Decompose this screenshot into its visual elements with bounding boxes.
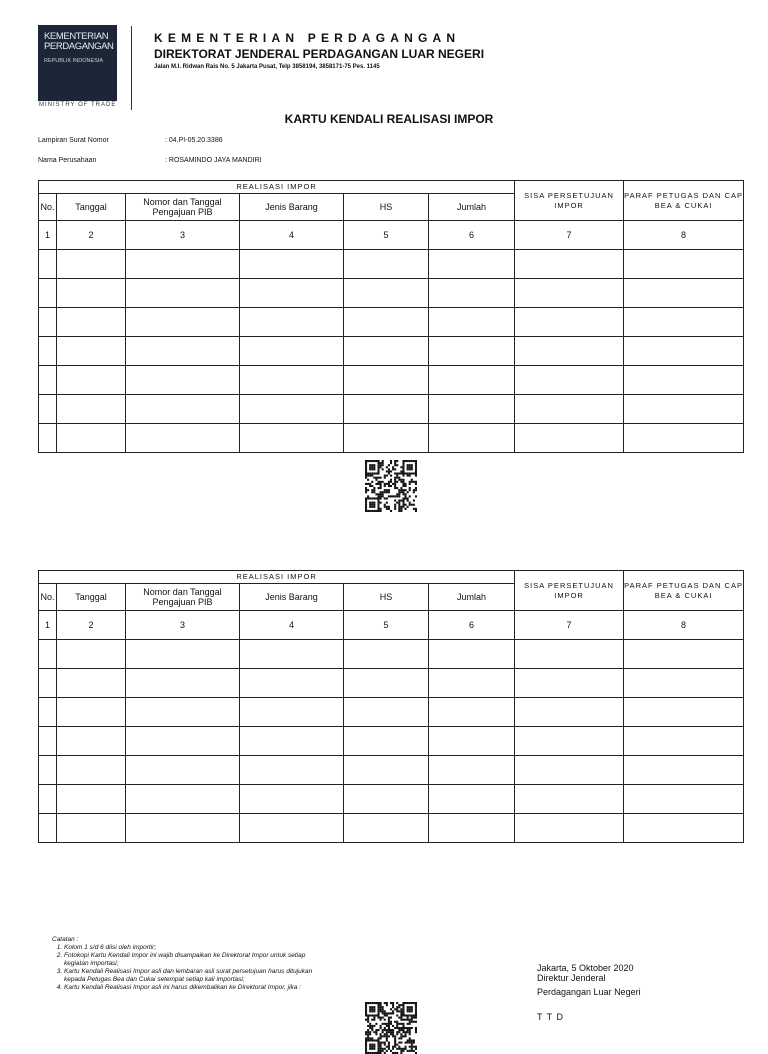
table-cell [429,279,515,308]
table-cell [429,366,515,395]
table-row [39,814,744,843]
column-number: 5 [344,221,429,250]
table-cell [39,279,57,308]
notes-list [52,944,320,992]
table-cell [429,698,515,727]
col-hs: HS [344,194,429,221]
directorate-name: DIREKTORAT JENDERAL PERDAGANGAN LUAR NEGERI [154,47,485,61]
table-cell [429,814,515,843]
table-cell [429,337,515,366]
table-cell [240,250,344,279]
col-tanggal: Tanggal [57,194,126,221]
col-jumlah: Jumlah [429,194,515,221]
table-cell [39,424,57,453]
table-cell [429,669,515,698]
table-cell [429,756,515,785]
table-cell [240,727,344,756]
col-jenis-barang: Jenis Barang [240,194,344,221]
table-cell [624,756,744,785]
header-divider [131,26,132,110]
table-cell [344,727,429,756]
table-cell [624,279,744,308]
table-cell [57,640,126,669]
table-cell [126,337,240,366]
table-cell [39,785,57,814]
table-cell [344,250,429,279]
table-cell [624,250,744,279]
table-cell [240,756,344,785]
table-cell [624,337,744,366]
table-cell [240,308,344,337]
realisasi-group-header: REALISASI IMPOR [39,571,515,584]
table-cell [39,669,57,698]
table-cell [429,250,515,279]
column-number-row [39,611,744,640]
table-cell [240,337,344,366]
document-title: KARTU KENDALI REALISASI IMPOR [284,112,494,126]
table-cell [126,308,240,337]
logo-text: KEMENTERIAN PERDAGANGAN [44,31,114,52]
table-cell [240,424,344,453]
column-number: 7 [515,611,624,640]
table-cell [126,756,240,785]
table-cell [126,640,240,669]
table-cell [240,698,344,727]
ministry-address: Jalan M.I. Ridwan Rais No. 5 Jakarta Pusat, Telp 3858194, 3858171-75 Pes. 1145 [154,64,380,70]
table-cell [344,756,429,785]
table-cell [515,279,624,308]
table-cell [429,424,515,453]
table-cell [515,308,624,337]
perusahaan-value: : ROSAMINDO JAYA MANDIRI [165,157,262,164]
table-cell [624,395,744,424]
note-item: 1. Kolom 1 s/d 6 diisi oleh importir; [64,944,320,952]
column-number: 3 [126,611,240,640]
paraf-header: PARAF PETUGAS DAN CAP BEA & CUKAI [624,181,744,221]
table-cell [624,424,744,453]
col-jumlah: Jumlah [429,584,515,611]
table-cell [57,756,126,785]
col-hs: HS [344,584,429,611]
table-cell [57,250,126,279]
col-no: No. [39,584,57,611]
table-cell [39,698,57,727]
table-cell [126,727,240,756]
table-cell [240,279,344,308]
table-cell [515,250,624,279]
table-cell [57,395,126,424]
table-cell [39,814,57,843]
column-number: 1 [39,221,57,250]
logo-subtext: REPUBLIK INDONESIA [44,58,103,64]
table-cell [515,366,624,395]
table-row [39,640,744,669]
column-number-row [39,221,744,250]
column-number: 6 [429,221,515,250]
table-cell [344,337,429,366]
table-cell [429,308,515,337]
table-cell [39,250,57,279]
table-cell [624,308,744,337]
table-cell [126,250,240,279]
signature-role: Direktur Jenderal [537,973,606,983]
column-number: 7 [515,221,624,250]
table-cell [515,756,624,785]
table-cell [57,669,126,698]
column-number: 5 [344,611,429,640]
table-cell [429,640,515,669]
table-row [39,698,744,727]
note-item: 4. Kartu Kendali Realisasi Impor asli ini harus dikembalikan ke Direktorat Impor, jika : [64,984,320,992]
table-cell [57,727,126,756]
table-cell [39,640,57,669]
qr-code [365,1002,417,1054]
signature-role: Perdagangan Luar Negeri [537,987,641,997]
sisa-header: SISA PERSETUJUAN IMPOR [515,181,624,221]
column-number: 3 [126,221,240,250]
table-cell [429,395,515,424]
table-cell [57,698,126,727]
table-cell [624,366,744,395]
notes-section [52,936,320,992]
table-cell [515,727,624,756]
table-cell [624,698,744,727]
table-cell [240,785,344,814]
notes-heading: Catatan : [52,936,79,943]
col-no: No. [39,194,57,221]
table-cell [344,698,429,727]
table-cell [39,395,57,424]
ministry-name: KEMENTERIAN PERDAGANGAN [154,31,461,45]
table-row [39,337,744,366]
table-row [39,669,744,698]
table-cell [515,814,624,843]
ministry-caption: MINISTRY OF TRADE [39,102,117,108]
table-cell [39,756,57,785]
table-cell [624,785,744,814]
table-cell [57,279,126,308]
table-cell [240,395,344,424]
table-row [39,279,744,308]
table-cell [344,395,429,424]
table-cell [240,640,344,669]
table-cell [39,366,57,395]
table-cell [515,698,624,727]
table-row [39,785,744,814]
table-cell [57,337,126,366]
table-cell [57,785,126,814]
table-cell [344,669,429,698]
column-number: 2 [57,221,126,250]
table-cell [344,279,429,308]
table-cell [57,424,126,453]
col-nomor-pib: Nomor dan Tanggal Pengajuan PIB [126,194,240,221]
lampiran-label: Lampiran Surat Nomor [38,137,109,144]
column-number: 8 [624,611,744,640]
table-cell [515,337,624,366]
col-jenis-barang: Jenis Barang [240,584,344,611]
col-nomor-pib: Nomor dan Tanggal Pengajuan PIB [126,584,240,611]
table-cell [515,785,624,814]
column-number: 2 [57,611,126,640]
table-cell [126,698,240,727]
ministry-logo [38,25,117,101]
table-cell [344,785,429,814]
table-cell [624,640,744,669]
col-tanggal: Tanggal [57,584,126,611]
table-cell [240,669,344,698]
table-cell [126,424,240,453]
table-cell [515,395,624,424]
lampiran-value: : 04.PI-05.20.3386 [165,137,223,144]
table-cell [39,727,57,756]
column-number: 6 [429,611,515,640]
table-cell [126,366,240,395]
table-cell [126,814,240,843]
column-number: 1 [39,611,57,640]
table-cell [429,785,515,814]
note-item: 2. Fotokopi Kartu Kendali Impor ini wajib disampaikan ke Direktorat Impor untuk setiap kegiatan importasi; [64,952,320,968]
realisasi-table-2 [38,570,744,843]
realisasi-group-header: REALISASI IMPOR [39,181,515,194]
table-cell [344,640,429,669]
table-cell [57,814,126,843]
table-cell [344,366,429,395]
column-number: 4 [240,611,344,640]
table-cell [344,814,429,843]
table-cell [39,337,57,366]
table-cell [624,727,744,756]
table-cell [39,308,57,337]
table-cell [240,366,344,395]
table-cell [344,424,429,453]
table-row [39,756,744,785]
perusahaan-label: Nama Perusahaan [38,157,97,164]
qr-code [365,460,417,512]
table-cell [126,395,240,424]
table-cell [126,785,240,814]
table-cell [624,814,744,843]
table-cell [126,279,240,308]
table-cell [429,727,515,756]
paraf-header: PARAF PETUGAS DAN CAP BEA & CUKAI [624,571,744,611]
table-cell [624,669,744,698]
table-cell [57,308,126,337]
sisa-header: SISA PERSETUJUAN IMPOR [515,571,624,611]
realisasi-table-1 [38,180,744,453]
table-row [39,727,744,756]
table-row [39,395,744,424]
column-number: 8 [624,221,744,250]
table-cell [126,669,240,698]
table-cell [57,366,126,395]
column-number: 4 [240,221,344,250]
signature-ttd: T T D [537,1012,565,1022]
table-row [39,366,744,395]
signature-place-date: Jakarta, 5 Oktober 2020 [537,963,634,973]
table-row [39,424,744,453]
table-cell [240,814,344,843]
table-cell [344,308,429,337]
note-item: 3. Kartu Kendali Realisasi Impor asli dan lembaran asli surat persetujuan harus ditujukan kepada Petugas Bea dan Cukai setempat setiap kali importasi; [64,968,320,984]
table-cell [515,424,624,453]
table-row [39,308,744,337]
table-cell [515,640,624,669]
table-row [39,250,744,279]
table-cell [515,669,624,698]
